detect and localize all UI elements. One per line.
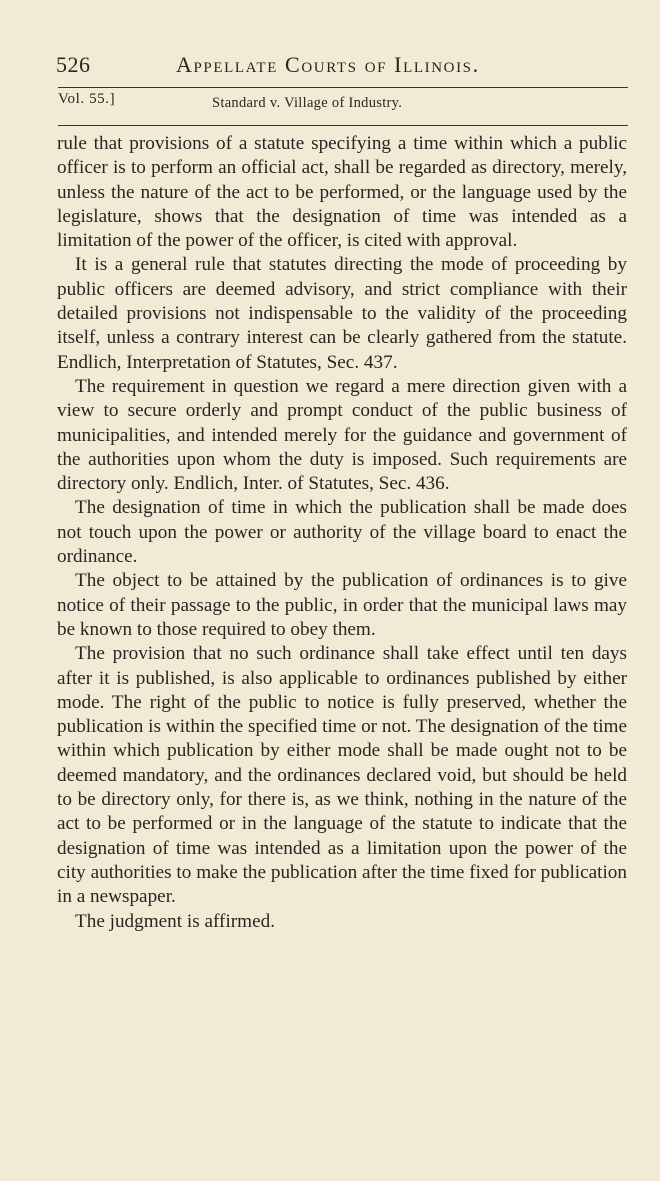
paragraph: It is a general rule that statutes directing the mode of proceeding by public officers are deemed advisory, and strict compliance with their detailed provisions not indispensable to the validity of the proceeding itself, unless a contrary interest can be clearly gathered from the statute. Endlich, Interpretation of Statutes, Sec. 437.	[57, 254, 627, 373]
page-header	[56, 48, 628, 88]
body-text	[57, 132, 627, 934]
running-title: Appellate Courts of Illinois.	[176, 52, 480, 77]
volume-label: Vol. 55.]	[58, 91, 116, 107]
paragraph: The judgment is affirmed.	[75, 910, 275, 932]
page-number: 526	[56, 52, 91, 77]
paragraph: rule that provisions of a statute specifying a time within which a public officer is to perform an official act, shall be regarded as directory, merely, unless the nature of the act to be performed, or the language used by the legislature, shows that the designation of time was intended as a limitation of the power of the officer, is cited with approval.	[57, 133, 627, 252]
subheader-rule	[58, 125, 628, 126]
header-rule	[58, 87, 628, 88]
case-subheader	[58, 91, 628, 119]
paragraph: The object to be attained by the publication of ordinances is to give notice of their passage to the public, in order that the municipal laws may be known to those required to obey them.	[57, 570, 627, 640]
paragraph: The designation of time in which the publication shall be made does not touch upon the power or authority of the village board to enact the ordinance.	[57, 497, 627, 568]
case-title: Standard v. Village of Industry.	[212, 95, 403, 111]
paragraph: The provision that no such ordinance shall take effect until ten days after it is published, is also applicable to ordinances published by either mode. The right of the public to notice is fully preserved, whether the publication is within the specified time or not. The designation of the time within which publication by either mode shall be made ought not to be deemed mandatory, and the ordinances declared void, but should be held to be directory only, for there is, as we think, nothing in the nature of the act to be performed or in the language of the statute to indicate that the designation of time was intended as a limitation upon the power of the city authorities to make the publication after the time fixed for publication in a newspaper.	[57, 643, 627, 908]
paragraph: The requirement in question we regard a mere direction given with a view to secure orderly and prompt conduct of the public business of municipalities, and intended merely for the guidance and government of the authorities upon whom the duty is imposed. Such requirements are directory only. Endlich, Inter. of Statutes, Sec. 436.	[57, 375, 627, 495]
